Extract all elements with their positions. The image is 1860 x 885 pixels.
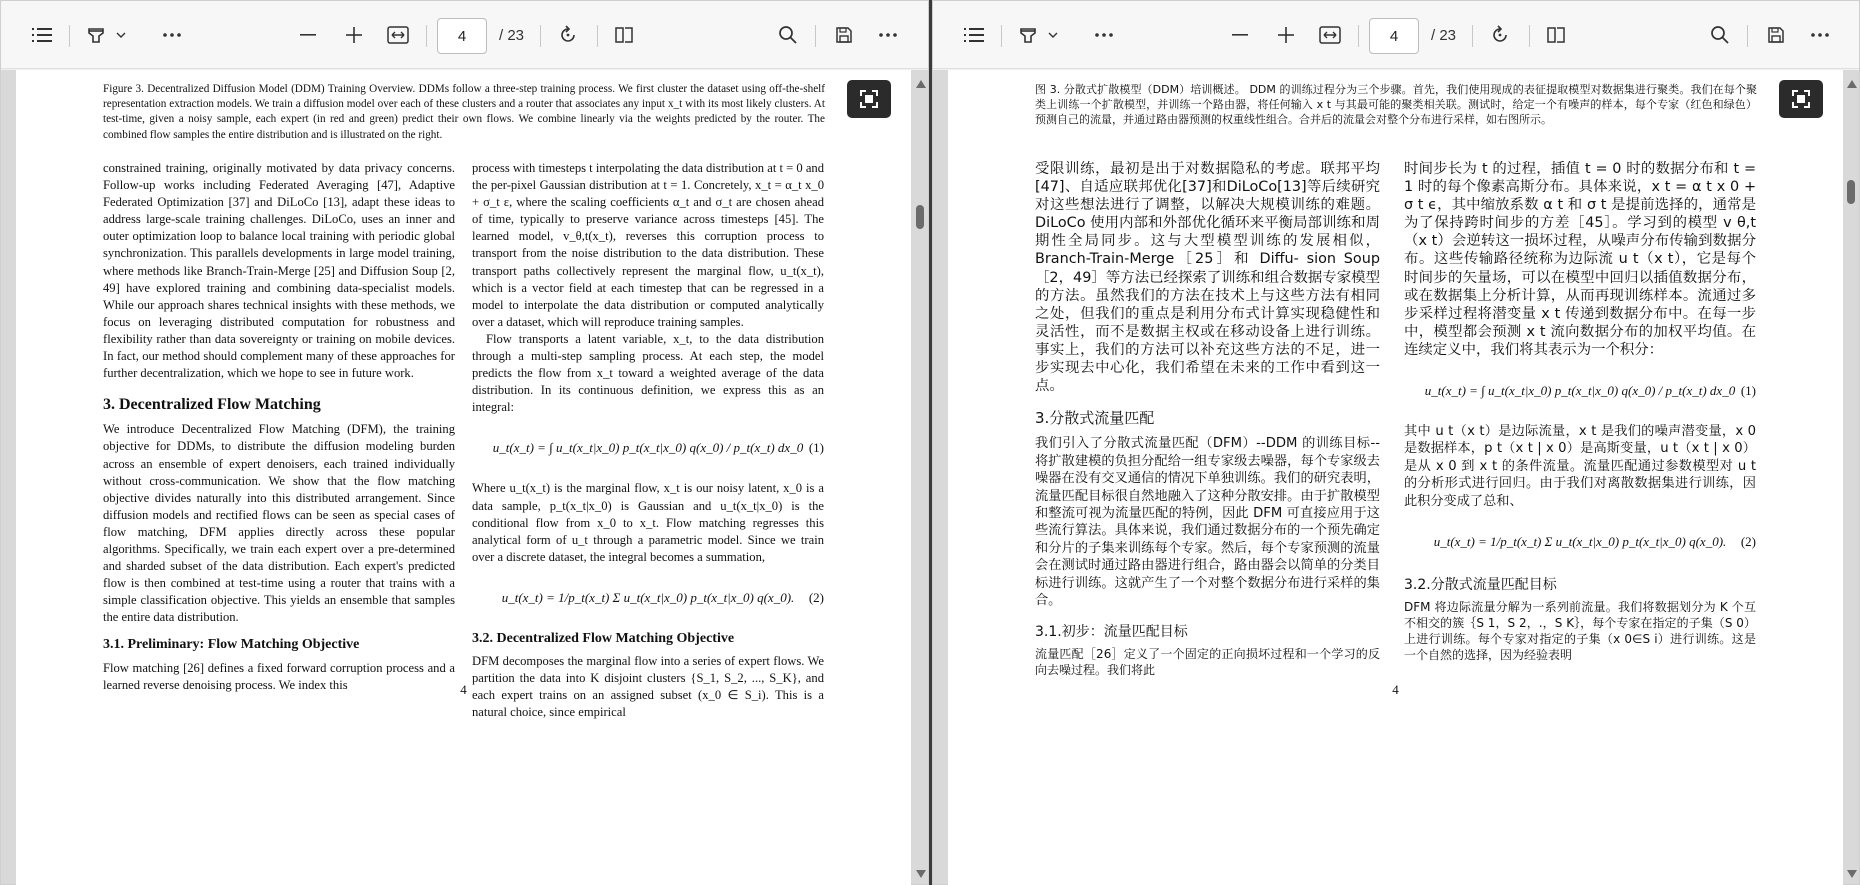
toolbar-separator — [597, 25, 598, 47]
section-heading: 3. Decentralized Flow Matching — [103, 396, 321, 414]
more-icon — [163, 33, 181, 37]
paragraph: constrained training, originally motivated by data privacy concerns. Follow-up works including Federated Averaging [47], Adaptive Federated Optimization [37] and DiLoCo [13], adapt these ideas to address large-scale training challenges. DiLoCo, uses an inner and outer optimization loop to balance local training with periodic global synchronization. This parallels developments in large model training, where methods like Branch-Train-Merge [25] and Diffusion Soup [2, 49] have explored training and combining data-specialist models. While our approach shares technical insights with these methods, we focus on leveraging distributed computation for robustness and flexibility rather than data sovereignty or training on mobile devices. In fact, our method should complement many of these approaches for further decentralization, which we hope to see in future work. — [103, 161, 455, 381]
zoom-in-button[interactable] — [1269, 18, 1303, 52]
scroll-thumb[interactable] — [1847, 180, 1855, 204]
settings-more-button[interactable] — [871, 18, 905, 52]
page-number-input[interactable]: 4 — [437, 18, 487, 54]
equation-text: u_t(x_t) = 1/p_t(x_t) Σ u_t(x_t|x_0) p_t(x_t|x_0) q(x_0). — [501, 589, 795, 605]
fit-width-icon — [387, 26, 409, 44]
equation-text: u_t(x_t) = ∫ u_t(x_t|x_0) p_t(x_t|x_0) q(x_0) / p_t(x_t) dx_0 — [492, 440, 804, 456]
search-icon — [778, 25, 798, 45]
highlight-dropdown[interactable] — [1043, 18, 1063, 52]
right-column — [472, 160, 824, 721]
book-icon — [614, 26, 634, 44]
zoom-out-button[interactable] — [291, 18, 325, 52]
list-icon — [32, 27, 52, 43]
rotate-icon — [558, 25, 578, 45]
figure-caption: Figure 3. Decentralized Diffusion Model (DDM) Training Overview. DDMs follow a three-step training process. We first cluster the dataset using off-the-shelf representation extraction models. We train a diffusion model over each of these clusters and a router that associates any input x_t with its most likely clusters. At test-time, given a noisy sample, each expert (in red and green) predict their own flows. We combine linearly via the weights predicted by the router. The combined flow samples the entire distribution and is illustrated on the right. — [103, 83, 825, 141]
paragraph: 我们引入了分散式流量匹配（DFM）--DDM 的训练目标--将扩散建模的负担分配给一组专家级去噪器，每个专家级去噪器在没有交叉通信的情况下单独训练。我们的研究表明，流量匹配目标很自然地融入了这种分散安排。由于扩散模型和整流可视为流量匹配的特例，因此 DFM 可直接应用于这些流行算法。具体来说，我们通过数据分布的一个预先确定和分片的子集来训练每个专家。然后，每个专家预测的流量会在测试时通过路由器进行组合，路由器会以简单的分类目标进行训练。这就产生了一个对整个数据分布进行采样的集合。 — [1035, 436, 1380, 608]
fullscreen-button[interactable] — [847, 80, 891, 118]
minus-icon — [1232, 34, 1248, 36]
page-total: / 23 — [499, 27, 525, 44]
fullscreen-icon — [860, 90, 878, 108]
toolbar-separator — [426, 25, 427, 47]
zoom-out-button[interactable] — [1223, 18, 1257, 52]
scroll-thumb[interactable] — [916, 205, 924, 229]
toolbar-separator — [1358, 25, 1359, 47]
rotate-button[interactable] — [1483, 18, 1517, 52]
more-icon — [1095, 33, 1113, 37]
pdf-page — [16, 70, 911, 885]
right-column — [1404, 160, 1756, 663]
toolbar-separator — [69, 25, 70, 47]
save-icon — [1767, 26, 1785, 44]
search-button[interactable] — [771, 18, 805, 52]
book-icon — [1546, 26, 1566, 44]
equation-number: (1) — [808, 440, 824, 456]
paragraph: DFM 将边际流量分解为一系列前流量。我们将数据划分为 K 个互不相交的簇｛S 1，S 2，.，S K｝，每个专家在指定的子集（S 0）上进行训练。每个专家对指定的子集（x 0∈S i）进行训练。这是一个自然的选择，因为经验表明 — [1404, 600, 1756, 662]
search-button[interactable] — [1703, 18, 1737, 52]
save-button[interactable] — [827, 18, 861, 52]
chevron-down-icon — [1048, 32, 1058, 38]
toolbar-separator — [1001, 25, 1002, 47]
plus-icon — [1278, 27, 1294, 43]
highlight-button[interactable] — [79, 18, 113, 52]
toolbar-separator — [1472, 25, 1473, 47]
equation-1 — [472, 428, 824, 468]
paragraph: 流量匹配［26］定义了一个固定的正向损坏过程和一个学习的反向去噪过程。我们将此 — [1035, 647, 1380, 678]
plus-icon — [346, 27, 362, 43]
vertical-scrollbar[interactable] — [1845, 70, 1857, 885]
list-icon — [964, 27, 984, 43]
contents-list-button[interactable] — [957, 18, 991, 52]
save-icon — [835, 26, 853, 44]
left-column — [1035, 160, 1380, 679]
document-area[interactable] — [1, 70, 928, 884]
equation-number: (2) — [1740, 534, 1756, 550]
highlighter-icon — [86, 25, 106, 45]
settings-more-button[interactable] — [1803, 18, 1837, 52]
paragraph: 时间步长为 t 的过程，插值 t = 0 时的数据分布和 t = 1 时的每个像素高斯分布。具体来说，x t = α t x 0 + σ t ϵ，其中缩放系数 α t 和 σ t 是提前选择的，通常是为了保持跨时间步的方差［45］。学习到的模型 v θ,t（x t）会逆转这一损坏过程，从噪声分布传输到数据分布。这些传输路径统称为边际流 u t（x t），它是每个时间步的矢量场，可以在模型中回归以插值数据分布，或在数据集上分析计算，从而再现训练样本。流通过多步采样过程将潜变量 x t 传递到数据分布中。在每一步中，模型都会预测 x t 流向数据分布的加权平均值。在连续定义中，我们将其表示为一个积分： — [1404, 161, 1756, 358]
page-view-button[interactable] — [607, 18, 641, 52]
more-tools-button[interactable] — [155, 18, 189, 52]
toolbar-separator — [1747, 25, 1748, 47]
left-column — [103, 160, 455, 694]
subsection-heading: 3.2. Decentralized Flow Matching Objective — [472, 630, 735, 646]
fit-width-button[interactable] — [381, 18, 415, 52]
scroll-down-arrow[interactable] — [1847, 870, 1857, 878]
search-icon — [1710, 25, 1730, 45]
highlight-dropdown[interactable] — [111, 18, 131, 52]
page-number-input[interactable]: 4 — [1369, 18, 1419, 54]
toolbar-separator — [540, 25, 541, 47]
paragraph: process with timesteps t interpolating the data distribution at t = 0 and the per-pixel Gaussian distribution at t = 1. Concretely, x_t = α_t x_0 + σ_t ε, where the scaling coefficients α_t and σ_t are chosen ahead of time, typically to preserve variance across timesteps [45]. The learned model, v_θ,t(x_t), reverses this corruption process to transport from the noise distribution to the data distribution. These transport paths collectively represent the marginal flow, u_t(x_t), which is a vector field at each timestep that can be regressed in a model to interpolate the data distribution or computed analytically over a dataset, which will reproduce training samples. — [472, 161, 824, 329]
fullscreen-icon — [1792, 90, 1810, 108]
save-button[interactable] — [1759, 18, 1793, 52]
minus-icon — [300, 34, 316, 36]
section-heading: 3.分散式流量匹配 — [1035, 409, 1155, 428]
equation-number: (1) — [1740, 383, 1756, 399]
rotate-icon — [1490, 25, 1510, 45]
subsection-heading: 3.1.初步：流量匹配目标 — [1035, 624, 1188, 641]
equation-text: u_t(x_t) = 1/p_t(x_t) Σ u_t(x_t|x_0) p_t(x_t|x_0) q(x_0). — [1433, 534, 1727, 550]
paragraph: 其中 u t（x t）是边际流量，x t 是我们的噪声潜变量，x 0 是数据样本，p t（x t | x 0）是高斯变量，u t（x t | x 0）是从 x 0 到 x t 的条件流量。流量匹配通过参数模型对 u t 的分析形式进行回归。由于我们对离散数据集进行训练，因此积分变成了总和、 — [1404, 424, 1756, 509]
page-number: 4 — [460, 682, 467, 697]
document-area[interactable] — [933, 70, 1859, 884]
fullscreen-button[interactable] — [1779, 80, 1823, 118]
chevron-down-icon — [116, 32, 126, 38]
more-icon — [879, 33, 897, 37]
fit-width-icon — [1319, 26, 1341, 44]
page-number: 4 — [1392, 682, 1399, 697]
subsection-heading: 3.2.分散式流量匹配目标 — [1404, 577, 1557, 594]
vertical-scrollbar[interactable] — [914, 70, 926, 885]
paragraph: Flow transports a latent variable, x_t, to the data distribution through a multi-step sampling process. At each step, the model predicts the flow from x_t toward a weighted average of the data distribution. In its continuous definition, we express this as an integral: — [472, 331, 824, 415]
subsection-heading: 3.1. Preliminary: Flow Matching Objective — [103, 637, 360, 653]
toolbar-separator — [1529, 25, 1530, 47]
scroll-up-arrow[interactable] — [916, 80, 926, 88]
toolbar-separator — [815, 25, 816, 47]
highlighter-icon — [1018, 25, 1038, 45]
fit-width-button[interactable] — [1313, 18, 1347, 52]
more-tools-button[interactable] — [1087, 18, 1121, 52]
pdf-page — [948, 70, 1843, 885]
right-pdf-viewer — [932, 0, 1860, 885]
highlight-button[interactable] — [1011, 18, 1045, 52]
figure-caption: 图 3. 分散式扩散模型（DDM）培训概述。 DDM 的训练过程分为三个步骤。首先，我们使用现成的表征提取模型对数据集进行聚类。我们在每个聚类上训练一个扩散模型，并训练一个路由器，将任何输入 x t 与其最可能的聚类相关联。测试时，给定一个有噪声的样本，每个专家（红色和绿色）预测自己的流量，并通过路由器预测的权重线性组合。合并后的流量会对整个分布进行采样，如右图所示。 — [1035, 83, 1757, 126]
scroll-up-arrow[interactable] — [1847, 80, 1857, 88]
paragraph: Where u_t(x_t) is the marginal flow, x_t is our noisy latent, x_0 is a data sample, p_t(x_t|x_0) is Gaussian and u_t(x_t|x_0) is the conditional flow from x_0 to x_t. Flow matching regresses this analytical form of u_t through a parametric model. Since we train over a discrete dataset, the integral becomes a summation, — [472, 481, 824, 564]
contents-list-button[interactable] — [25, 18, 59, 52]
equation-2 — [1404, 522, 1756, 562]
paragraph: Flow matching [26] defines a fixed forward corruption process and a learned reverse denoising process. We index this — [103, 660, 455, 692]
toolbar — [1, 1, 928, 69]
equation-1 — [1404, 371, 1756, 411]
paragraph: 受限训练，最初是出于对数据隐私的考虑。联邦平均[47]、自适应联邦优化[37]和DiLoCo[13]等后续研究对这些想法进行了调整，以解决大规模训练的难题。DiLoCo 使用内部和外部优化循环来平衡局部训练和周期性全局同步。这与大型模型训练的发展相似，Branch-Train-Merge［25］和 Diffu- sion Soup［2，49］等方法已经探索了训练和组合数据专家模型的方法。虽然我们的方法在技术上与这些方法有相同之处，但我们的重点是利用分布式计算实现稳健性和灵活性，而不是数据主权或在移动设备上进行训练。事实上，我们的方法可以补充这些方法的不足，进一步实现去中心化，我们希望在未来的工作中看到这一点。 — [1035, 161, 1380, 395]
more-icon — [1811, 33, 1829, 37]
toolbar — [933, 1, 1859, 69]
scroll-down-arrow[interactable] — [916, 870, 926, 878]
rotate-button[interactable] — [551, 18, 585, 52]
equation-2 — [472, 578, 824, 618]
zoom-in-button[interactable] — [337, 18, 371, 52]
page-view-button[interactable] — [1539, 18, 1573, 52]
equation-number: (2) — [808, 589, 824, 605]
paragraph: We introduce Decentralized Flow Matching (DFM), the training objective for DDMs, to distribute the diffusion modeling burden across an ensemble of expert denoisers, each trained individually without cross-communication. We show that the flow matching objective divides naturally into this distributed arrangement. Since diffusion models and rectified flows can be seen as special cases of flow matching, DFM applies directly across these popular algorithms. Specifically, we train each expert over a pre-determined and sharded subset of the data distribution. Each expert's predicted flow is then combined at test-time using a router that trains with a simple classification objective. This yields an ensemble that samples the entire data distribution. — [103, 422, 455, 625]
equation-text: u_t(x_t) = ∫ u_t(x_t|x_0) p_t(x_t|x_0) q(x_0) / p_t(x_t) dx_0 — [1424, 383, 1736, 399]
page-total: / 23 — [1431, 27, 1457, 44]
paragraph: DFM decomposes the marginal flow into a series of expert flows. We partition the data into K disjoint clusters {S_1, S_2, ..., S_K}, and each expert trains on an assigned subset (x_0 ∈ S_i). This is a natural choice, since empirical — [472, 653, 824, 720]
left-pdf-viewer — [0, 0, 929, 885]
